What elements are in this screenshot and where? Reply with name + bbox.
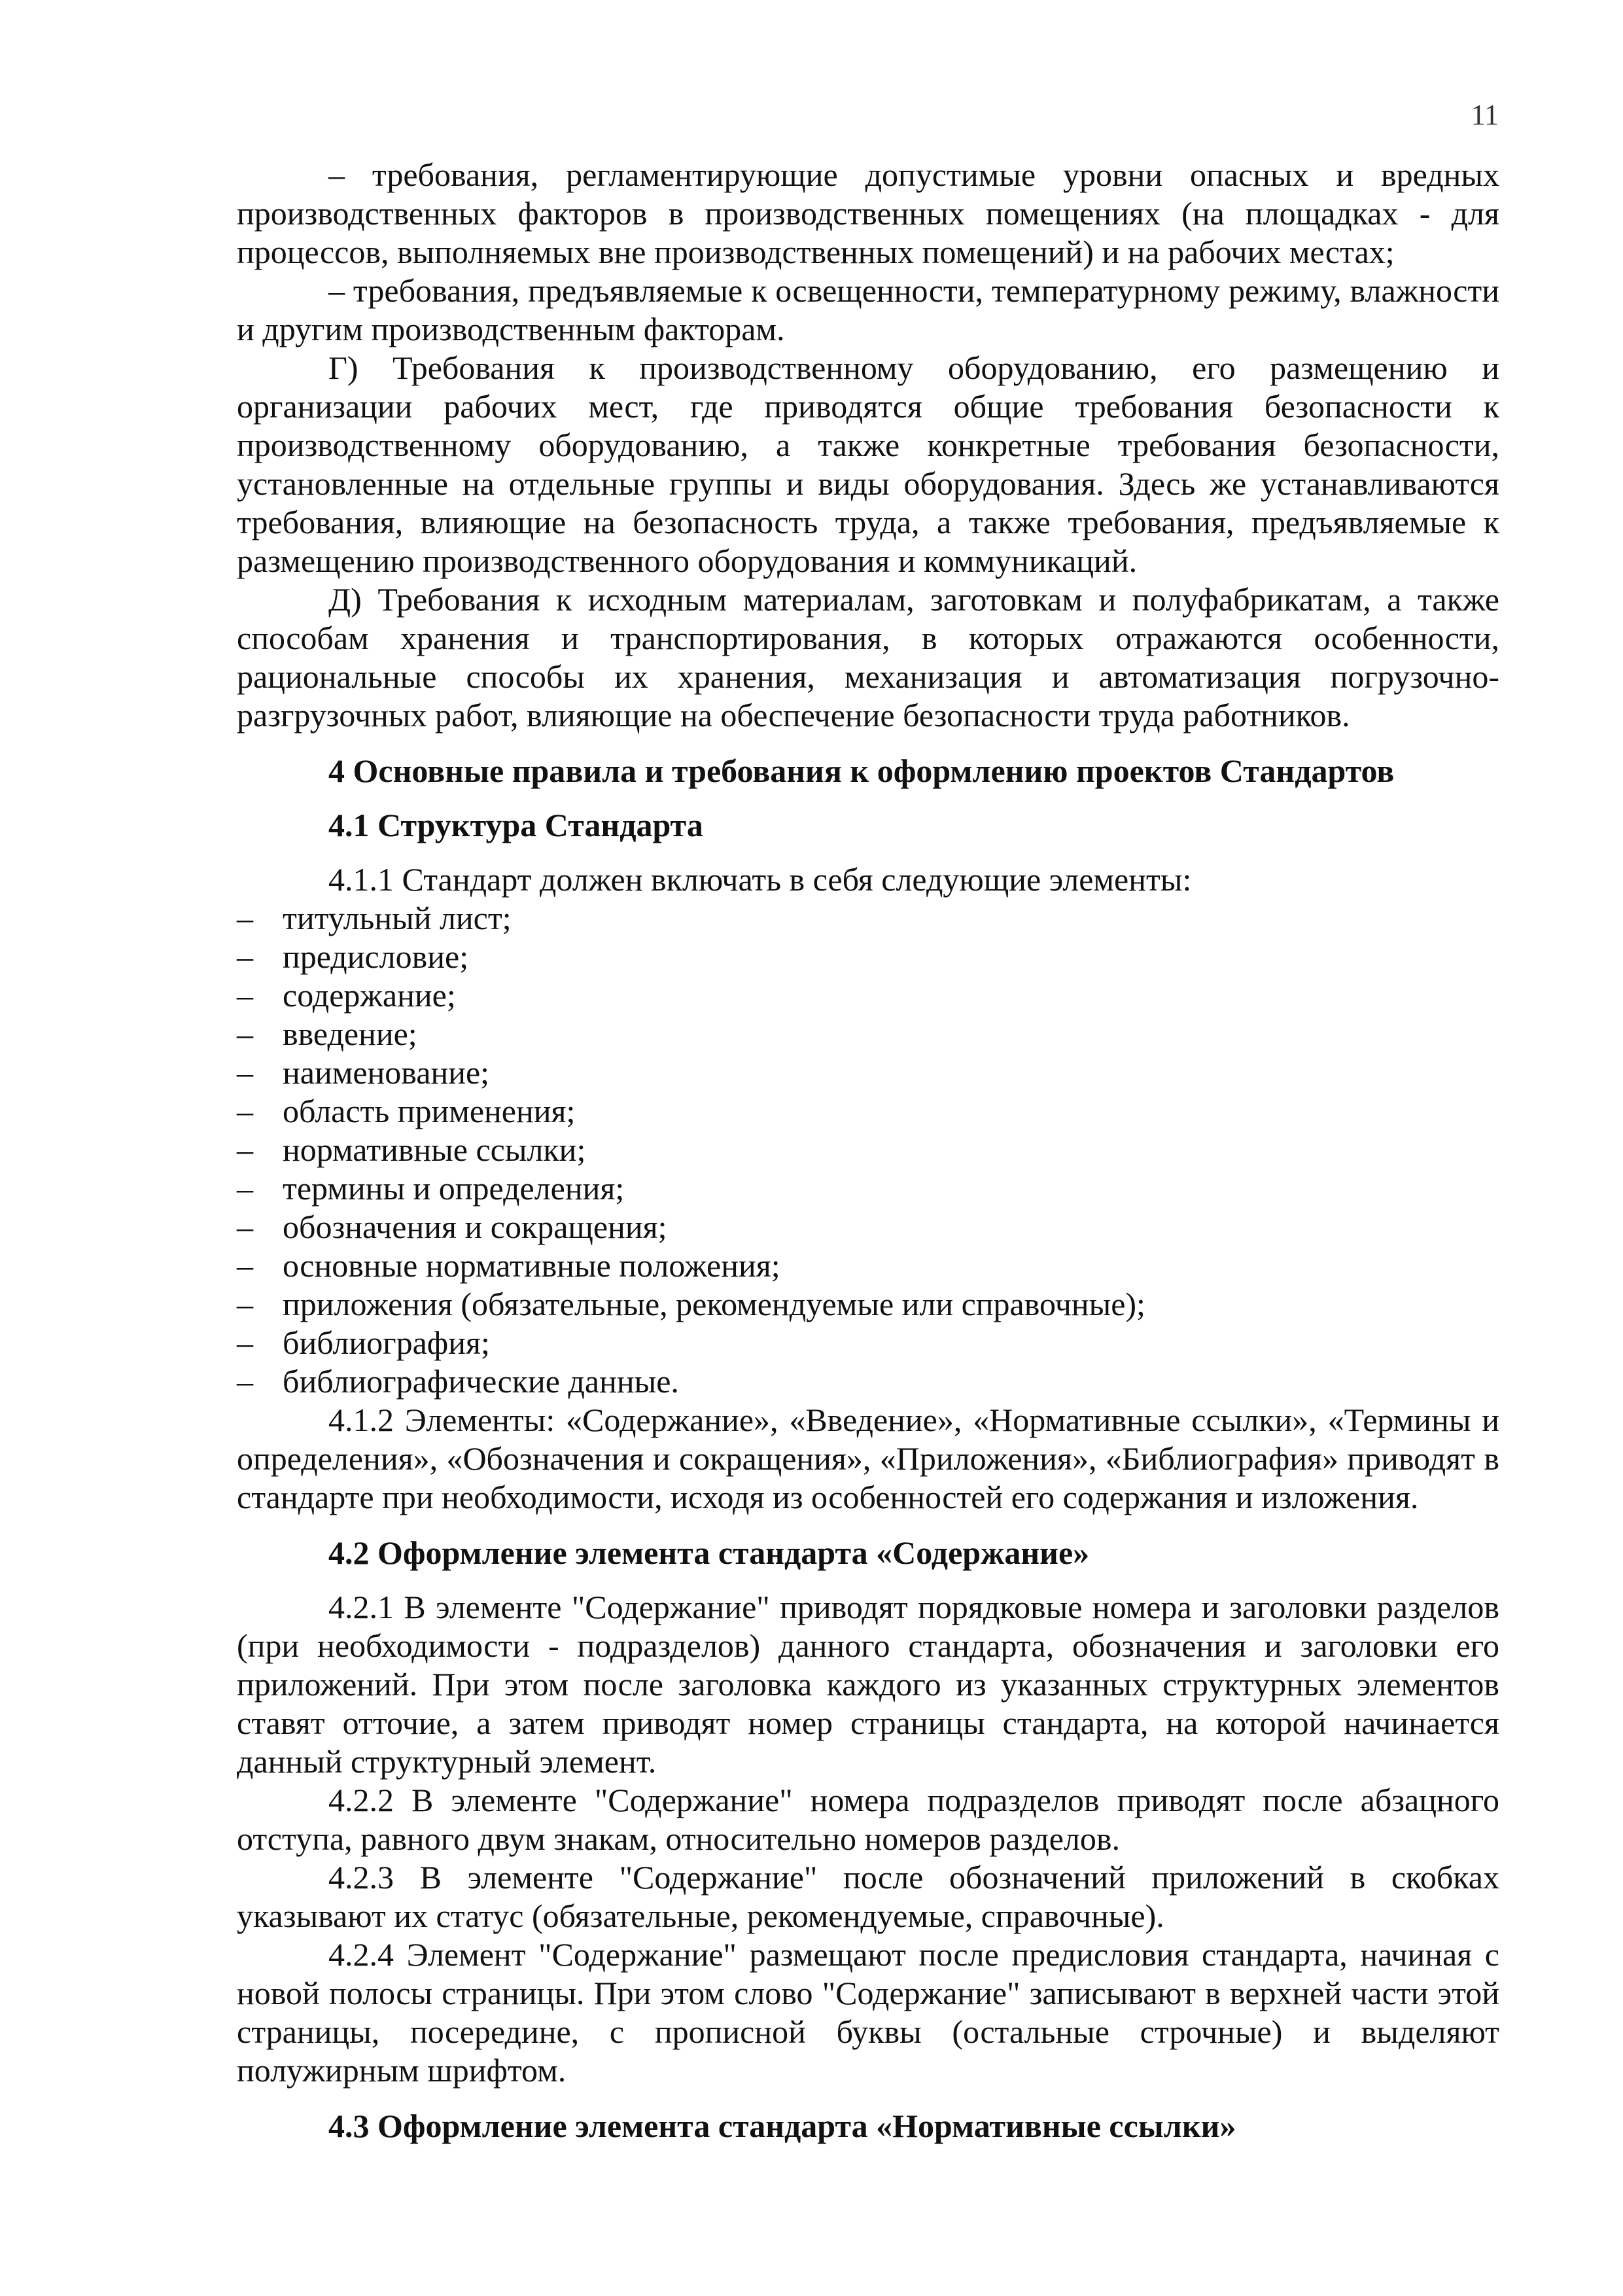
- document-body: [237, 156, 1499, 2161]
- list-item: [237, 1092, 1499, 1131]
- section-4-2-heading: 4.2 Оформление элемента стандарта «Содержание»: [328, 1534, 1090, 1571]
- list-item: [237, 976, 1499, 1015]
- list-item: [237, 1053, 1499, 1092]
- section-4-heading: 4 Основные правила и требования к оформлению проектов Стандартов: [328, 752, 1395, 789]
- paragraph-4-1-1: 4.1.1 Стандарт должен включать в себя следующие элементы:: [328, 861, 1192, 898]
- paragraph-4-2-4: 4.2.4 Элемент "Содержание" размещают после предисловия стандарта, начиная с новой полосы страницы. При этом слово "Содержание" записывают в верхней части этой страницы, посередине, с прописной буквы (остальные строчные) и выделяют полужирным шрифтом.: [237, 1936, 1499, 2089]
- list-item-text: обозначения и сокращения;: [283, 1209, 667, 1245]
- paragraph-materials-requirements: Д) Требования к исходным материалам, заготовкам и полуфабрикатам, а также способам хранения и транспортирования, в которых отражаются особенности, рациональные способы их хранения, механизация и автоматизация погрузочно-разгрузочных работ, влияющие на обеспечение безопасности труда работников.: [237, 581, 1499, 733]
- list-item: [237, 1208, 1499, 1246]
- dash-marker: –: [237, 1170, 253, 1207]
- dash-marker: –: [237, 977, 253, 1014]
- list-item: [237, 1131, 1499, 1169]
- paragraph-4-2-1: 4.2.1 В элементе "Содержание" приводят порядковые номера и заголовки разделов (при необходимости - подразделов) данного стандарта, обозначения и заголовки его приложений. При этом после заголовка каждого из указанных структурных элементов ставят отточие, а затем приводят номер страницы стандарта, на которой начинается данный структурный элемент.: [237, 1589, 1499, 1780]
- list-item: [237, 899, 1499, 938]
- dash-marker: –: [237, 1286, 253, 1322]
- list-item-text: введение;: [283, 1016, 417, 1052]
- list-item: [237, 1324, 1499, 1362]
- list-item-text: область применения;: [283, 1093, 576, 1129]
- list-item-text: библиографические данные.: [283, 1363, 679, 1400]
- list-item: [237, 1169, 1499, 1208]
- list-item-text: библиография;: [283, 1324, 490, 1361]
- section-4-3-heading: 4.3 Оформление элемента стандарта «Нормативные ссылки»: [328, 2108, 1236, 2144]
- dash-marker: –: [237, 1363, 253, 1400]
- list-item-text: основные нормативные положения;: [283, 1247, 780, 1284]
- paragraph-4-2-2: 4.2.2 В элементе "Содержание" номера подразделов приводят после абзацного отступа, равного двум знакам, относительно номеров разделов.: [237, 1782, 1499, 1857]
- list-item-text: титульный лист;: [283, 900, 512, 936]
- dash-marker: –: [237, 1054, 253, 1091]
- paragraph-lighting-requirements: – требования, предъявляемые к освещенности, температурному режиму, влажности и другим производственным факторам.: [237, 272, 1499, 347]
- paragraph-4-1-2: 4.1.2 Элементы: «Содержание», «Введение», «Нормативные ссылки», «Термины и определения», «Обозначения и сокращения», «Приложения», «Библиография» приводят в стандарте при необходимости, исходя из особенностей его содержания и изложения.: [237, 1402, 1499, 1515]
- dash-marker: –: [237, 1209, 253, 1245]
- list-item-text: приложения (обязательные, рекомендуемые или справочные);: [283, 1286, 1145, 1322]
- list-item-text: термины и определения;: [283, 1170, 625, 1207]
- dash-marker: –: [237, 1324, 253, 1361]
- list-item: [237, 1015, 1499, 1053]
- list-item-text: нормативные ссылки;: [283, 1131, 586, 1168]
- page-number: 11: [1471, 99, 1499, 131]
- list-item: [237, 1285, 1499, 1324]
- list-item: [237, 938, 1499, 976]
- list-item-text: предисловие;: [283, 938, 469, 975]
- dash-marker: –: [237, 1131, 253, 1168]
- dash-marker: –: [237, 938, 253, 975]
- dash-marker: –: [237, 1093, 253, 1129]
- dash-marker: –: [237, 1016, 253, 1052]
- list-item: [237, 1362, 1499, 1401]
- standard-elements-list: [237, 899, 1499, 1401]
- paragraph-4-2-3: 4.2.3 В элементе "Содержание" после обозначений приложений в скобках указывают их статус (обязательные, рекомендуемые, справочные).: [237, 1859, 1499, 1934]
- list-item: [237, 1246, 1499, 1285]
- dash-marker: –: [237, 900, 253, 936]
- paragraph-equipment-requirements: Г) Требования к производственному оборудованию, его размещению и организации рабочих мест, где приводятся общие требования безопасности к производственному оборудованию, а также конкретные требования безопасности, установленные на отдельные группы и виды оборудования. Здесь же устанавливаются требования, влияющие на безопасность труда, а также требования, предъявляемые к размещению производственного оборудования и коммуникаций.: [237, 349, 1499, 579]
- list-item-text: содержание;: [283, 977, 456, 1014]
- paragraph-hazard-levels: – требования, регламентирующие допустимые уровни опасных и вредных производственных факторов в производственных помещениях (на площадках - для процессов, выполняемых вне производственных помещений) и на рабочих местах;: [237, 156, 1499, 270]
- list-item-text: наименование;: [283, 1054, 490, 1091]
- section-4-1-heading: 4.1 Структура Стандарта: [328, 807, 703, 843]
- dash-marker: –: [237, 1247, 253, 1284]
